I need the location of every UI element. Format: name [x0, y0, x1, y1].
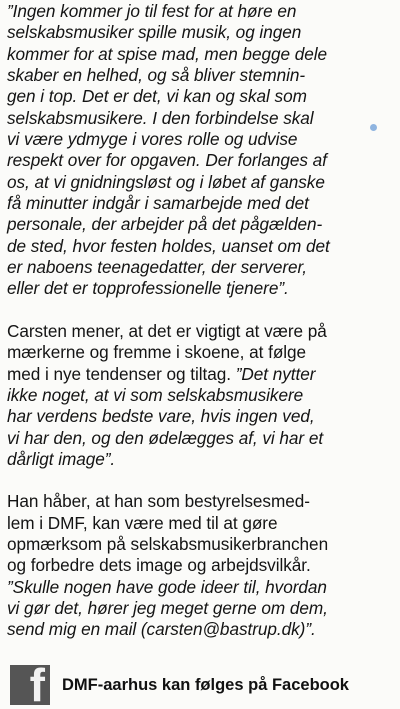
text-line: eller det er topprofessionelle tjenere”. — [7, 278, 289, 299]
text-line: selskabsmusiker spille musik, og ingen — [7, 22, 302, 43]
paragraph-carsten — [7, 321, 389, 470]
text-line: send mig en mail (carsten@bastrup.dk)”. — [7, 619, 316, 640]
paragraph-gap — [7, 470, 389, 491]
text-line: skaber en helhed, og så bliver stemnin- — [7, 65, 306, 86]
text-line: vi være ydmyge i vores rolle og udvise — [7, 129, 298, 150]
text-line: de sted, hvor festen holdes, uanset om det — [7, 235, 330, 256]
text-line: os, at vi gnidningsløst og i løbet af ganske — [7, 171, 325, 192]
text-line: ”Ingen kommer jo til fest for at høre en — [7, 1, 297, 21]
text-line: har verdens bedste vare, hvis ingen ved, — [7, 406, 315, 427]
text-line: kommer for at spise mad, men begge dele — [7, 43, 327, 64]
text-line: opmærksom på selskabsmusikerbranchen — [7, 533, 329, 554]
text-line: mærkerne og fremme i skoene, at følge — [7, 342, 307, 363]
facebook-caption: DMF-aarhus kan følges på Facebook — [62, 675, 349, 694]
text-line: er naboens teenagedatter, der serverer, — [7, 257, 307, 278]
text-line: ”Skulle nogen have gode ideer til, hvordan — [7, 576, 327, 597]
text-line: vi gør det, hører jeg meget gerne om dem, — [7, 597, 328, 618]
opening-quote — [7, 1, 389, 300]
text-line: Han håber, at han som bestyrelsesmed- — [7, 491, 310, 512]
paragraph-gap — [7, 300, 389, 321]
text-line: personale, der arbejder på det pågælden- — [7, 214, 323, 235]
text-line: og forbedre dets image og arbejdsvilkår. — [7, 555, 311, 576]
facebook-footer — [10, 665, 349, 705]
text-line: vi har den, og den ødelægges af, vi har et — [7, 427, 324, 448]
text-line: få minutter indgår i samarbejde med det — [7, 193, 309, 214]
text-line: ”Det nytter — [235, 363, 316, 384]
text-line: respekt over for opgaven. Der forlanges af — [7, 150, 327, 171]
text-line: dårligt image”. — [7, 448, 116, 469]
text-line: gen i top. Det er det, vi kan og skal som — [7, 86, 307, 107]
facebook-icon[interactable] — [10, 665, 50, 705]
text-line: lem i DMF, kan være med til at gøre — [7, 512, 278, 533]
print-speck — [370, 124, 377, 131]
text-line: med i nye tendenser og tiltag. — [7, 363, 236, 384]
text-line: Carsten mener, at det er vigtigt at være på — [7, 320, 327, 341]
paragraph-board-member — [7, 491, 389, 640]
text-line: selskabsmusikere. I den forbindelse skal — [7, 107, 314, 128]
facebook-glyph: f — [29, 665, 45, 705]
text-line: ikke noget, at vi som selskabsmusikere — [7, 384, 304, 405]
article-column — [7, 1, 389, 641]
